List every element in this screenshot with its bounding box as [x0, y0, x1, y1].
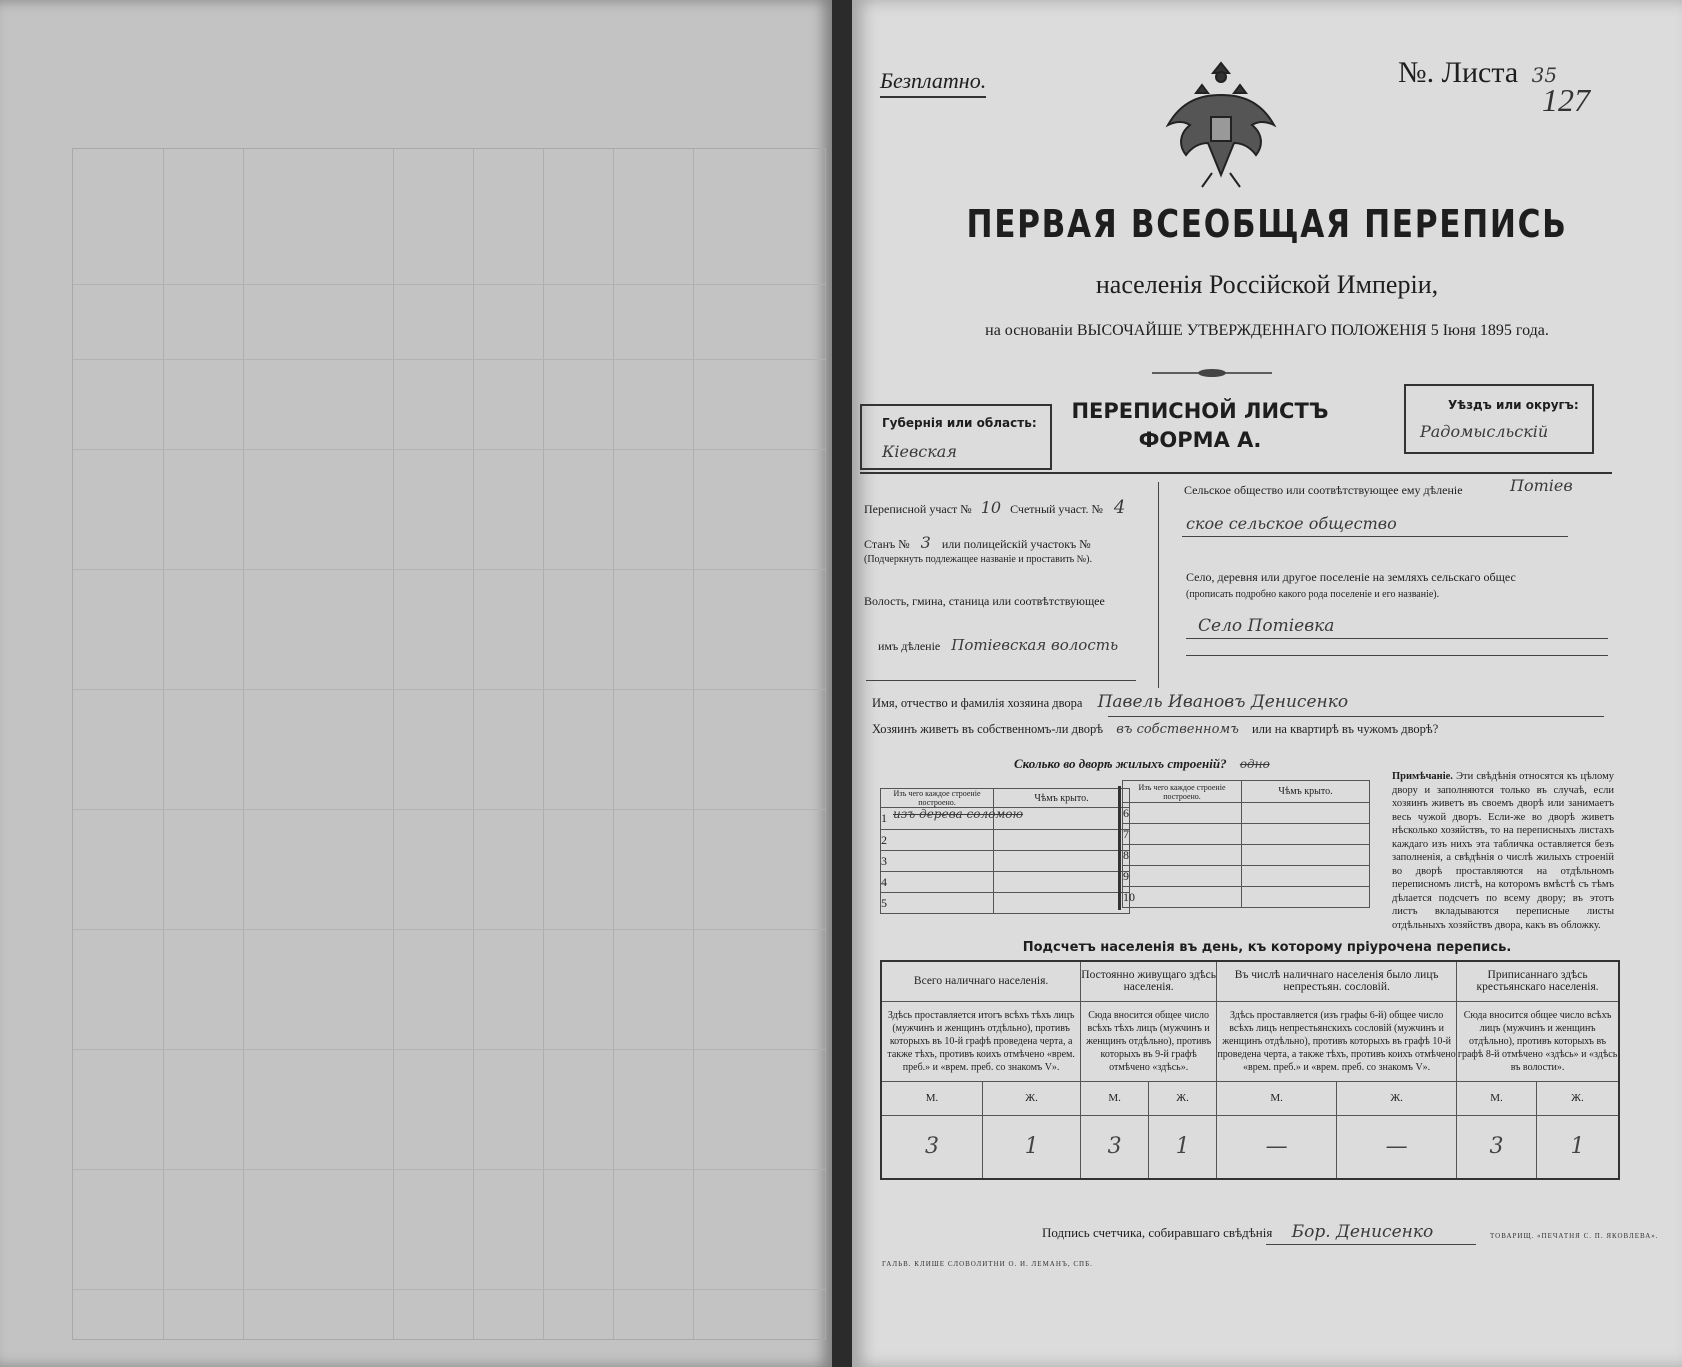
buildings-row-number: 8	[1123, 845, 1242, 866]
buildings-row-number: 5	[881, 893, 994, 914]
buildings-value: одно	[1239, 757, 1270, 771]
lives-value: въ собственномъ	[1116, 722, 1239, 737]
volost-value: Потіевская волость	[951, 636, 1119, 654]
census-col3-male: —	[1217, 1115, 1337, 1179]
male-label: М.	[1217, 1081, 1337, 1115]
society-label: Сельское общество или соотвѣтствующее ему дѣленіе	[1184, 483, 1463, 497]
note-title: Примѣчаніе.	[1392, 771, 1453, 782]
buildings-field	[1014, 756, 1270, 772]
form-title-line1: ПЕРЕПИСНОЙ ЛИСТЪ	[1071, 399, 1329, 423]
gubernia-label: Губернія или область:	[882, 416, 1037, 430]
census-col2-head: Постоянно живущаго здѣсь населенія.	[1081, 961, 1217, 1001]
buildings-row-number: 10	[1123, 887, 1242, 908]
free-of-charge-label: Безплатно.	[880, 68, 986, 98]
buildings-col-roof: Чѣмъ крыто.	[994, 789, 1130, 808]
imprint-right: ТОВАРИЩ. «ПЕЧАТНЯ С. П. ЯКОВЛЕВА».	[1490, 1232, 1659, 1240]
note-block	[1392, 770, 1614, 932]
signature-value: Бор. Денисенко	[1291, 1222, 1434, 1242]
legal-basis-line: на основаніи ВЫСОЧАЙШЕ УТВЕРЖДЕННАГО ПОЛОЖЕНІЯ 5 Іюня 1895 года.	[985, 322, 1549, 339]
census-count-table	[880, 960, 1620, 1180]
society-value-1: Потіев	[1510, 476, 1573, 495]
village-label: Село, деревня или другое поселеніе на земляхъ сельскаго общес	[1186, 570, 1516, 584]
form-title-line2: ФОРМА А.	[1138, 428, 1262, 452]
document-title: ПЕРВАЯ ВСЕОБЩАЯ ПЕРЕПИСЬ	[966, 202, 1568, 246]
census-col4-female: 1	[1536, 1115, 1619, 1179]
document-subtitle: населенія Россійской Имперіи,	[1095, 270, 1439, 299]
left-page-faint-table	[72, 148, 826, 1340]
pencil-folio-number: 127	[1542, 82, 1590, 118]
buildings-col-material: Изъ чего каждое строеніе построено.	[1123, 781, 1242, 803]
buildings-row1-value: изъ дерева соломою	[893, 807, 1024, 821]
uezd-value: Радомысльскій	[1420, 422, 1549, 441]
female-label: Ж.	[1337, 1081, 1457, 1115]
male-label: М.	[1457, 1081, 1537, 1115]
owner-value: Павель Ивановъ Денисенко	[1097, 692, 1349, 712]
lives-label-1: Хозяинъ живетъ въ собственномъ-ли дворѣ	[872, 722, 1104, 736]
uchastok-value: 10	[980, 498, 1002, 517]
signature-field	[1042, 1222, 1433, 1242]
sheet-number-value: 35	[1531, 63, 1558, 87]
sheet-number-label: №. Листа	[1398, 56, 1519, 89]
census-form-page	[852, 0, 1682, 1367]
ornament-divider	[1152, 367, 1272, 379]
buildings-row-number: 3	[881, 851, 994, 872]
schetny-value: 4	[1113, 497, 1126, 518]
gubernia-box	[860, 404, 1052, 470]
female-label: Ж.	[1149, 1081, 1217, 1115]
stan-note: (Подчеркнуть подлежащее названіе и проставить №).	[864, 554, 1092, 565]
census-col1-female: 1	[982, 1115, 1080, 1179]
census-col1-male: 3	[881, 1115, 982, 1179]
census-col1-head: Всего наличнаго населенія.	[881, 961, 1081, 1001]
volost-label-2: имъ дѣленіе	[878, 639, 941, 653]
imperial-eagle-emblem	[1162, 55, 1280, 190]
male-label: М.	[1081, 1081, 1149, 1115]
stan-value: 3	[920, 533, 931, 552]
census-count-heading: Подсчетъ населенія въ день, къ которому пріурочена перепись.	[1022, 940, 1512, 955]
census-col2-male: 3	[1081, 1115, 1149, 1179]
census-col4-head: Приписаннаго здѣсь крестьянскаго населенія.	[1457, 961, 1619, 1001]
village-value: Село Потіевка	[1198, 616, 1335, 636]
census-col3-head: Въ числѣ наличнаго населенія было лицъ непрестьян. сословій.	[1217, 961, 1457, 1001]
volost-field	[878, 636, 1118, 654]
buildings-row-number: 1	[881, 811, 887, 825]
census-col4-text: Сюда вносится общее число всѣхъ лицъ (мужчинъ и женщинъ отдѣльно), противъ которыхъ въ графѣ 8-й отмѣчено «здѣсь» и «здѣсь въ волости».	[1457, 1001, 1619, 1081]
note-text: Эти свѣдѣнія относятся къ цѣлому двору и заполняются только въ случаѣ, если хозяинъ живетъ въ своемъ дворѣ или занимаетъ весь чужой дворъ. Если-же во дворѣ живетъ нѣсколько хозяйствъ, то на переписныхъ листахъ каждаго изъ нихъ эта табличка оставляется безъ заполненія, а свѣдѣнія о числѣ жилыхъ строеній во дворѣ проставляются на отдѣльномъ переписномъ листѣ, на которомъ вмѣстѣ съ тѣмъ дѣлается подсчетъ по всему двору; въ этотъ листъ вкладываются переписные листы отдѣльныхъ хозяйствъ двора, какъ въ обложку.	[1392, 771, 1614, 931]
owner-field	[872, 692, 1348, 712]
left-page	[0, 0, 832, 1367]
buildings-row-number: 6	[1123, 803, 1242, 824]
uezd-box	[1404, 384, 1594, 454]
volost-label-1: Волость, гмина, станица или соотвѣтствующее	[864, 594, 1105, 608]
sheet-number	[1398, 56, 1557, 90]
signature-label: Подпись счетчика, собиравшаго свѣдѣнія	[1042, 1225, 1273, 1240]
buildings-row-number: 4	[881, 872, 994, 893]
census-col3-female: —	[1337, 1115, 1457, 1179]
uchastok-field	[864, 497, 1125, 518]
census-col3-text: Здѣсь проставляется (изъ графы 6-й) общее число всѣхъ лицъ непрестьянскихъ сословій (мужчинъ и женщинъ отдѣльно), противъ которыхъ въ графѣ 10-й проведена черта, а также тѣхъ, противъ коихъ отмѣчено «врем. преб.» и «врем. преб. со знакомъ V».	[1217, 1001, 1457, 1081]
female-label: Ж.	[982, 1081, 1080, 1115]
society-value-2: ское сельское общество	[1186, 514, 1397, 533]
village-note: (прописать подробно какого рода поселеніе и его названіе).	[1186, 589, 1440, 600]
stan-label: Станъ №	[864, 537, 910, 551]
gubernia-value: Кіевская	[882, 442, 957, 461]
buildings-col-material: Изъ чего каждое строеніе построено.	[881, 789, 994, 808]
buildings-row-number: 7	[1123, 824, 1242, 845]
census-col2-female: 1	[1149, 1115, 1217, 1179]
male-label: М.	[881, 1081, 982, 1115]
form-title	[1055, 397, 1345, 455]
census-col4-male: 3	[1457, 1115, 1537, 1179]
lives-label-2: или на квартирѣ въ чужомъ дворѣ?	[1252, 722, 1439, 736]
buildings-table-left	[880, 788, 1130, 914]
lives-field	[872, 722, 1438, 737]
census-col1-text: Здѣсь проставляется итогъ всѣхъ тѣхъ лицъ (мужчинъ и женщинъ отдѣльно), противъ которыхъ въ 10-й графѣ проведена черта, а также тѣхъ, противъ коихъ отмѣчено «врем. преб.» и «врем. преб. со знакомъ V».	[881, 1001, 1081, 1081]
census-col2-text: Сюда вносится общее число всѣхъ тѣхъ лицъ (мужчинъ и женщинъ отдѣльно), противъ которыхъ въ 9-й графѣ отмѣчено «здѣсь».	[1081, 1001, 1217, 1081]
buildings-row-number: 2	[881, 830, 994, 851]
owner-label: Имя, отчество и фамилія хозяина двора	[872, 696, 1083, 710]
buildings-table-right	[1122, 780, 1370, 908]
uezd-label: Уѣздъ или округъ:	[1448, 398, 1579, 412]
stan-field	[864, 533, 1091, 552]
buildings-row-number: 9	[1123, 866, 1242, 887]
imprint-left: ГАЛЬВ. КЛИШЕ СЛОВОЛИТНИ О. И. ЛЕМАНЪ, СПБ.	[882, 1260, 1093, 1268]
uchastok-label: Переписной участ №	[864, 502, 972, 516]
female-label: Ж.	[1536, 1081, 1619, 1115]
police-label: или полицейскій участокъ №	[941, 537, 1091, 551]
buildings-col-roof: Чѣмъ крыто.	[1242, 781, 1370, 803]
buildings-label: Сколько во дворѣ жилыхъ строеній?	[1014, 756, 1227, 771]
schetny-label: Счетный участ. №	[1010, 502, 1103, 516]
